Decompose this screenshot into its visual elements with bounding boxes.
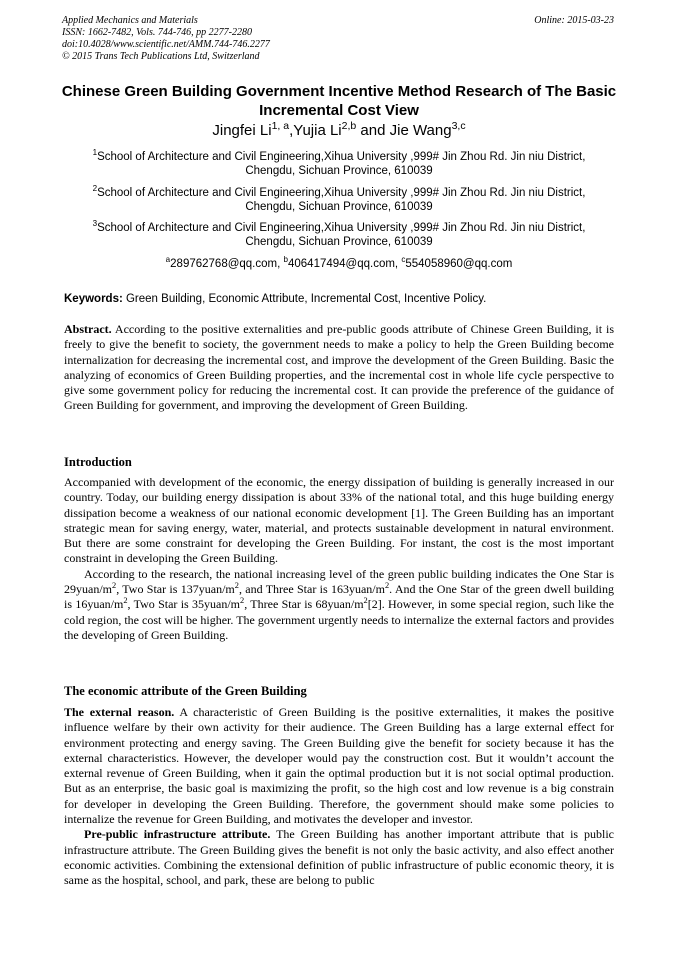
intro-text: , Two Star is 137yuan/m bbox=[116, 582, 235, 597]
keywords-text: Green Building, Economic Attribute, Incremental Cost, Incentive Policy. bbox=[122, 293, 487, 305]
affil-line: School of Architecture and Civil Engineering,Xihua University ,999# Jin Zhou Rd. Jin niu District, bbox=[97, 222, 586, 234]
author-affil-sup: 1, a bbox=[271, 120, 290, 132]
econ-paragraph-1 bbox=[64, 705, 614, 827]
unit-sup: 2 bbox=[363, 596, 368, 606]
abstract-text: According to the positive externalities and pre-public goods attribute of Chinese Green Building, it is freely to give the benefit to society, the government needs to make a policy to help the Green Building become internalization for decreasing the incremental cost, and improve the development of the Green Building. Basic the analyzing of economics of Green Building properties, and the incremental cost in whole life cycle perspective to give some government policy for reducing the incremental cost. It can provide the preference of the guidance of Green Building for government, and improving the development of Green Building. bbox=[64, 322, 614, 413]
paper-title: Chinese Green Building Government Incentive Method Research of The Basic Incremental Cost View bbox=[61, 83, 617, 119]
affiliation-1 bbox=[64, 150, 614, 178]
unit-sup: 2 bbox=[234, 581, 239, 591]
affil-line: Chengdu, Sichuan Province, 610039 bbox=[245, 236, 433, 248]
copyright-line: © 2015 Trans Tech Publications Ltd, Switzerland bbox=[62, 51, 260, 62]
intro-text: , Two Star is 35yuan/m bbox=[127, 597, 241, 612]
unit-sup: 2 bbox=[384, 581, 390, 591]
author-affil-sup: 2,b bbox=[341, 120, 357, 132]
affil-line: Chengdu, Sichuan Province, 610039 bbox=[245, 165, 433, 177]
email-c[interactable]: 554058960@qq.com bbox=[405, 258, 513, 270]
economic-body bbox=[64, 705, 614, 889]
unit-sup: 2 bbox=[123, 596, 128, 606]
affil-sup: 1 bbox=[92, 148, 98, 158]
email-sup: c bbox=[401, 255, 406, 265]
intro-text: [2]. However, in some special region, such like the cold region, the cost will be higher. The government urgently needs to internalize the external factors and provides the developing of Green Building. bbox=[64, 597, 614, 642]
email-line bbox=[64, 257, 614, 271]
affil-sup: 3 bbox=[92, 219, 98, 229]
affil-line: Chengdu, Sichuan Province, 610039 bbox=[245, 201, 433, 213]
unit-sup: 2 bbox=[112, 581, 117, 591]
email-a[interactable]: 289762768@qq.com, bbox=[170, 258, 284, 270]
introduction-body bbox=[64, 475, 614, 643]
econ-p1-label: The external reason. bbox=[64, 705, 175, 719]
email-sup: a bbox=[165, 255, 171, 265]
author-name: and Jie Wang bbox=[356, 122, 452, 139]
intro-text: , Three Star is 68yuan/m bbox=[244, 597, 364, 612]
intro-paragraph-1: Accompanied with development of the economic, the energy dissipation of building is generally increased in our country. Today, our building energy dissipation is about 33% of the national total, and this huge building energy dissipation become a weakness of our national economic development [1]. The Green Building has an important strategic mean for saving energy, water, material, and protects sustainable development in natural environment. But there are some constraint for developing the Green Building. For instant, the cost is the most important constraint in developing the Green Building. bbox=[64, 475, 614, 566]
intro-paragraph-2 bbox=[64, 567, 614, 643]
online-date: Online: 2015-03-23 bbox=[534, 15, 614, 26]
affil-sup: 2 bbox=[92, 184, 98, 194]
affil-line: School of Architecture and Civil Engineering,Xihua University ,999# Jin Zhou Rd. Jin niu District, bbox=[97, 151, 586, 163]
econ-p2-label: Pre-public infrastructure attribute. bbox=[84, 827, 271, 842]
econ-p2-text: The Green Building has another important attribute that is public infrastructure attribute. The Green Building gives the benefit is not only the basic activity, and also effect another economic activities. Combining the extensional definition of public infrastructure of public economic theory, it is same as the hospital, school, and park, these are belong to public bbox=[64, 827, 615, 888]
journal-name: Applied Mechanics and Materials bbox=[62, 15, 198, 26]
section-heading-economic-attribute: The economic attribute of the Green Building bbox=[64, 684, 307, 698]
unit-sup: 2 bbox=[240, 596, 245, 606]
email-b[interactable]: 406417494@qq.com, bbox=[287, 258, 402, 270]
affiliation-2 bbox=[64, 186, 614, 214]
author-name: Jingfei Li bbox=[212, 122, 272, 139]
doi-line: doi:10.4028/www.scientific.net/AMM.744-746.2277 bbox=[62, 39, 270, 50]
email-sup: b bbox=[283, 255, 288, 265]
econ-paragraph-2 bbox=[64, 827, 614, 888]
author-name: Yujia Li bbox=[293, 122, 342, 139]
intro-text: . And the One Star of the green dwell building is 16yuan/m bbox=[64, 582, 615, 612]
intro-text: , and Three Star is 163yuan/m bbox=[238, 582, 385, 597]
author-affil-sup: 3,c bbox=[451, 120, 466, 132]
abstract bbox=[64, 322, 614, 414]
abstract-label: Abstract. bbox=[64, 322, 112, 336]
author-line: Jingfei Li$^{1, a}$,Yujia Li$^{2,b}$ and Jie Wang$^{3,c}$ bbox=[212, 120, 466, 139]
intro-text: According to the research, the national increasing level of the green public building indicates the One Star is 29yuan/m bbox=[64, 566, 614, 597]
issn-line: ISSN: 1662-7482, Vols. 744-746, pp 2277-2280 bbox=[62, 27, 252, 38]
econ-p1-text: A characteristic of Green Building is the positive externalities, it makes the positive influence welfare by their own activity for their audience. The Green Building has a large external effect for environment protecting and energy saving. The Green Building give the benefit for society because it has the external characteristics. However, the developer would pay the construction cost. But it wouldn’t account the external revenue of Green Building, when it gain the optimal production but it is not social optimal production. But as an enterprise, the basic goal is maximizing the profit, so the high cost and low revenue is a big constrain for developer in developing the Green Building. Therefore, the government should make some policies to internalize the revenue for Green Building, and motivates the developer and investor. bbox=[64, 705, 614, 827]
affil-line: School of Architecture and Civil Engineering,Xihua University ,999# Jin Zhou Rd. Jin niu District, bbox=[97, 187, 586, 199]
keywords bbox=[64, 292, 614, 306]
journal-header bbox=[62, 15, 270, 63]
section-heading-introduction: Introduction bbox=[64, 455, 132, 469]
keywords-label: Keywords: bbox=[64, 293, 123, 305]
affiliation-3 bbox=[64, 221, 614, 249]
